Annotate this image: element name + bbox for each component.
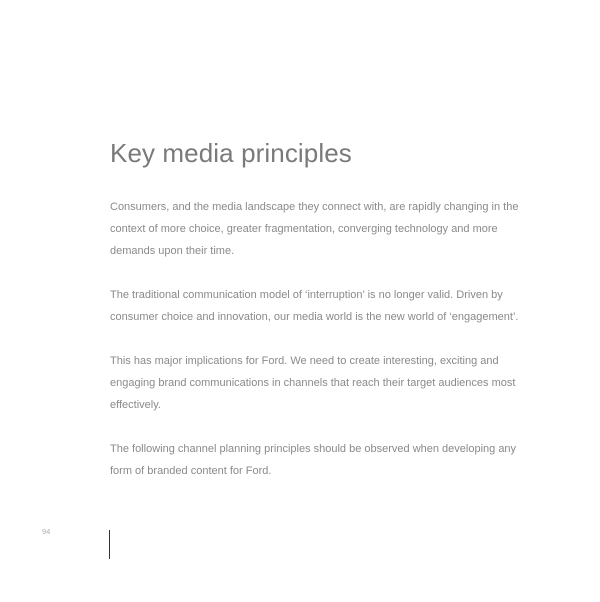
- paragraph-channel-planning: The following channel planning principles should be observed when developing any form of branded content for Ford.: [110, 443, 517, 477]
- body-text: [110, 196, 530, 504]
- vertical-rule-divider: [109, 530, 110, 559]
- paragraph-interruption: The traditional communication model of ‘interruption’ is no longer valid. Driven by consumer choice and innovation, our media world is the new world of ‘engagement’.: [110, 289, 519, 323]
- paragraph-consumers: Consumers, and the media landscape they connect with, are rapidly changing in the context of more choice, greater fragmentation, converging technology and more demands upon their time.: [110, 201, 519, 257]
- page-title: Key media principles: [110, 138, 352, 168]
- paragraph-implications: This has major implications for Ford. We need to create interesting, exciting and engaging brand communications in channels that reach their target audiences most effectively.: [110, 355, 516, 411]
- page-number: 94: [42, 527, 51, 536]
